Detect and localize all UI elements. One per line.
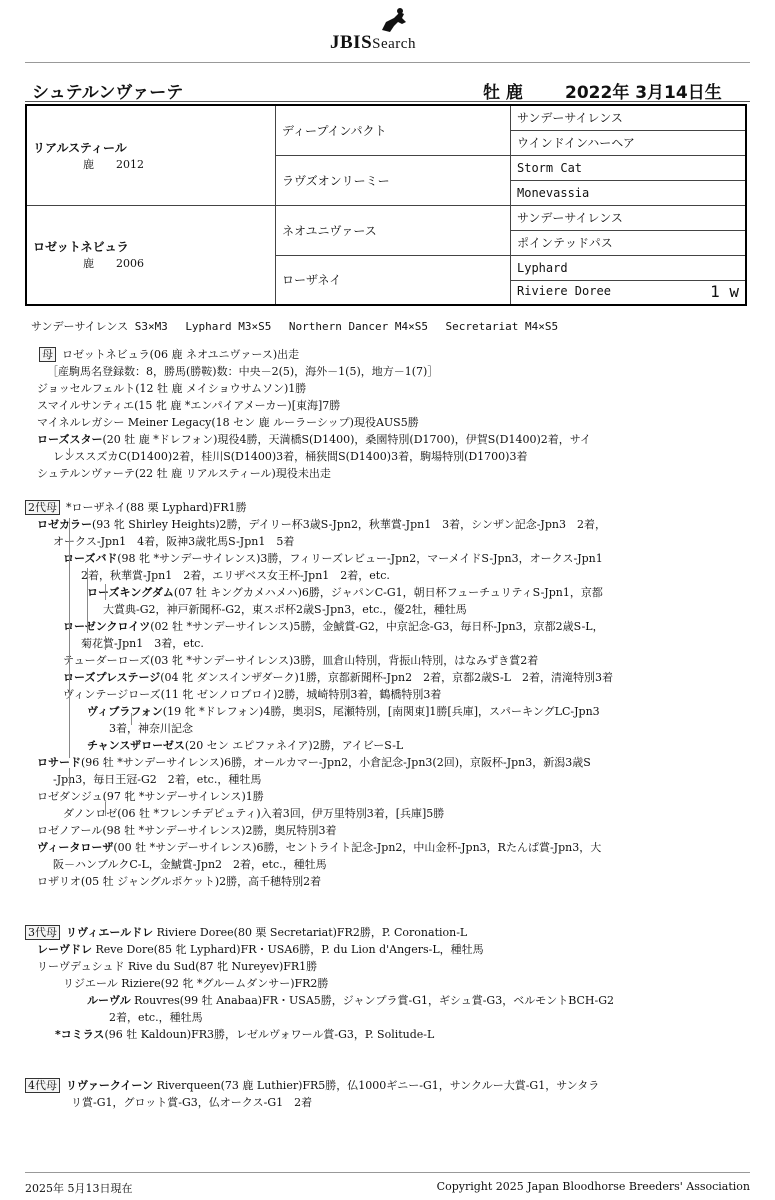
family-line bbox=[25, 737, 750, 754]
family-line bbox=[25, 1060, 750, 1077]
family-line bbox=[25, 482, 750, 499]
family-line bbox=[25, 958, 750, 975]
family-line bbox=[25, 431, 750, 448]
inbreeding-crosses bbox=[31, 318, 572, 334]
horse-sex-color: 牡 鹿 bbox=[483, 83, 523, 103]
horse-birth: 2022年 3月14日生 bbox=[565, 83, 722, 103]
line-text: Riverqueen(73 鹿 Luthier)FR5勝，仏1000ギニー-G1，サンクルー大賞-G1，サンタラ bbox=[153, 1079, 600, 1092]
dam-cell[interactable] bbox=[26, 205, 276, 305]
family-line bbox=[25, 1094, 750, 1111]
line-text: (02 牡 *サンデーサイレンス)5勝，金鯱賞-G2，中京記念-G3，毎日杯-Jpn3，京都2歳S-L， bbox=[150, 620, 604, 633]
horse-link[interactable]: チャンスザローゼス bbox=[87, 739, 185, 752]
horse-link[interactable]: ヴィータローザ bbox=[37, 841, 114, 854]
line-text: (20 牡 鹿 *ドレフォン)現役4勝，天満橋S(D1400)，桑園特別(D1700)，伊賀S(D1400)2着，サイ bbox=[102, 433, 591, 446]
dd-d-cell[interactable] bbox=[511, 280, 747, 305]
generation-header bbox=[25, 346, 750, 363]
line-text: ロゼットネビュラ(06 鹿 ネオユニヴァース)出走 bbox=[62, 348, 300, 361]
title-divider bbox=[25, 101, 750, 102]
pedigree-table bbox=[25, 104, 747, 306]
indent-guide bbox=[131, 713, 132, 725]
footer-divider bbox=[25, 1172, 750, 1173]
family-line bbox=[25, 788, 750, 805]
line-text: マイネルレガシー Meiner Legacy(18 セン 鹿 ルーラーシップ)現役AUS5勝 bbox=[37, 416, 419, 429]
line-text: 大賞典-G2，神戸新聞杯-G2，東スポ杯2歳S-Jpn3，etc.，優2牡，種牡馬 bbox=[103, 603, 467, 616]
generation-header bbox=[25, 924, 750, 941]
line-text: 菊花賞-Jpn1 3着，etc. bbox=[81, 637, 204, 650]
family-line bbox=[25, 516, 750, 533]
line-text: シュテルンヴァーテ(22 牡 鹿 リアルスティール)現役未出走 bbox=[37, 467, 331, 480]
family-line bbox=[25, 720, 750, 737]
family-notes bbox=[25, 346, 750, 1111]
family-line bbox=[25, 805, 750, 822]
ss-d-cell[interactable]: ウインドインハーヘア bbox=[511, 130, 747, 155]
family-line bbox=[25, 754, 750, 771]
family-line bbox=[25, 448, 750, 465]
line-text: (04 牝 ダンスインザダーク)1勝，京都新聞杯-Jpn2 2着，京都2歳S-L 2着，清滝特別3着 bbox=[160, 671, 614, 684]
line-text: リ賞-G1，グロット賞-G3，仏オークス-G1 2着 bbox=[71, 1096, 313, 1109]
generation-tag: 4代母 bbox=[25, 1078, 60, 1093]
horse-link[interactable]: ローズスター bbox=[37, 433, 103, 446]
horse-link[interactable]: ローゼンクロイツ bbox=[63, 620, 151, 633]
family-line bbox=[25, 856, 750, 873]
generation-tag: 3代母 bbox=[25, 925, 60, 940]
family-line bbox=[25, 890, 750, 907]
logo-text-a: JBIS bbox=[330, 32, 373, 53]
line-text: ダノンロゼ(06 牡 *フレンチデピュティ)入着3回，伊万里特別3着，[兵庫]5勝 bbox=[63, 807, 445, 820]
family-line bbox=[25, 686, 750, 703]
family-line bbox=[25, 652, 750, 669]
line-text: Rouvres(99 牡 Anabaa)FR・USA5勝，ジャンプラ賞-G1，ギシュ賞-G3，ベルモントBCH-G2 bbox=[130, 994, 615, 1007]
family-line bbox=[25, 550, 750, 567]
family-line bbox=[25, 618, 750, 635]
generation-header bbox=[25, 1077, 750, 1094]
dam-name: ロゼットネビュラ bbox=[33, 240, 129, 255]
line-text: 阪－ハンブルクC-L，金鯱賞-Jpn2 2着，etc.，種牡馬 bbox=[53, 858, 327, 871]
family-line bbox=[25, 397, 750, 414]
generation-header bbox=[25, 499, 750, 516]
footer-date: 2025年 5月13日現在 bbox=[25, 1182, 133, 1195]
horse-link[interactable]: レーヴドレ bbox=[37, 943, 92, 956]
family-line bbox=[25, 669, 750, 686]
line-text: スマイルサンティエ(15 牝 鹿 *エンパイアメーカー)[東海]7勝 bbox=[37, 399, 341, 412]
line-text: リジエール Riziere(92 牝 *グルームダンサー)FR2勝 bbox=[63, 977, 329, 990]
line-text: ヴィンテージローズ(11 牝 ゼンノロブロイ)2勝，城崎特別3着，鶴橋特別3着 bbox=[63, 688, 442, 701]
horse-name: シュテルンヴァーテ bbox=[32, 83, 184, 103]
family-line bbox=[25, 567, 750, 584]
horse-rider-icon bbox=[376, 8, 412, 34]
generation-tag: 母 bbox=[39, 347, 56, 362]
horse-link[interactable]: リヴァークイーン bbox=[66, 1079, 154, 1092]
line-text: -Jpn3，毎日王冠-G2 2着，etc.，種牡馬 bbox=[53, 773, 262, 786]
sire-cell[interactable] bbox=[26, 105, 276, 205]
footer-copyright: Copyright 2025 Japan Bloodhorse Breeders' Association bbox=[436, 1180, 750, 1193]
cross-item: Secretariat M4×S5 bbox=[445, 320, 559, 333]
family-line bbox=[25, 703, 750, 720]
horse-link[interactable]: ルーヴル bbox=[87, 994, 131, 1007]
family-line bbox=[25, 533, 750, 550]
ss-s-cell[interactable]: サンデーサイレンス bbox=[511, 105, 747, 130]
dam-sire-cell[interactable]: ネオユニヴァース bbox=[276, 205, 511, 255]
line-text: ジョッセルフェルト(12 牡 鹿 メイショウサムソン)1勝 bbox=[37, 382, 307, 395]
indent-guide bbox=[105, 802, 106, 816]
family-line bbox=[25, 822, 750, 839]
sire-sire-cell[interactable]: ディープインパクト bbox=[276, 105, 511, 155]
family-number: 1 w bbox=[710, 281, 739, 301]
family-line bbox=[25, 601, 750, 618]
family-line bbox=[25, 907, 750, 924]
cross-item: Lyphard M3×S5 bbox=[185, 320, 272, 333]
cross-item: Northern Dancer M4×S5 bbox=[288, 320, 428, 333]
sd-s-cell[interactable]: Storm Cat bbox=[511, 155, 747, 180]
dam-dam-cell[interactable]: ローザネイ bbox=[276, 255, 511, 305]
family-line bbox=[25, 414, 750, 431]
line-text: (98 牝 *サンデーサイレンス)3勝，フィリーズレビュー-Jpn2，マーメイドS-Jpn3，オークス-Jpn1 bbox=[117, 552, 603, 565]
indent-guide bbox=[69, 448, 70, 458]
line-text: オークス-Jpn1 4着，阪神3歳牝馬S-Jpn1 5着 bbox=[53, 535, 295, 548]
line-text: テューダーローズ(03 牝 *サンデーサイレンス)3勝，皿倉山特別，背振山特別，はなみずき賞2着 bbox=[63, 654, 539, 667]
line-text: (93 牝 Shirley Heights)2勝，デイリー杯3歳S-Jpn2，秋華賞-Jpn1 3着，シンザン記念-Jpn3 2着， bbox=[92, 518, 606, 531]
horse-link[interactable]: ローズバド bbox=[63, 552, 118, 565]
line-text: Reve Dore(85 牝 Lyphard)FR・USA6勝，P. du Lion d'Angers-L，種牡馬 bbox=[92, 943, 484, 956]
horse-link[interactable]: ロゼカラー bbox=[37, 518, 92, 531]
family-line bbox=[25, 1043, 750, 1060]
ds-s-cell[interactable]: サンデーサイレンス bbox=[511, 205, 747, 230]
family-line bbox=[25, 635, 750, 652]
line-text: Riviere Doree(80 栗 Secretariat)FR2勝，P. Coronation-L bbox=[153, 926, 468, 939]
sd-d-cell[interactable]: Monevassia bbox=[511, 180, 747, 205]
sire-name: リアルスティール bbox=[33, 140, 127, 155]
line-text: *ローザネイ(88 栗 Lyphard)FR1勝 bbox=[66, 501, 247, 514]
family-line bbox=[25, 1026, 750, 1043]
family-line bbox=[25, 465, 750, 482]
indent-guide bbox=[69, 518, 70, 758]
line-text: (07 牡 キングカメハメハ)6勝，ジャパンC-G1，朝日杯フューチュリティS-Jpn1，京都 bbox=[173, 586, 603, 599]
indent-guide bbox=[87, 568, 88, 633]
dd-d-name: Riviere Doree bbox=[517, 283, 611, 298]
family-line bbox=[25, 584, 750, 601]
line-text: 2着，秋華賞-Jpn1 2着，エリザベス女王杯-Jpn1 2着，etc. bbox=[81, 569, 390, 582]
line-text: リーヴデュシュド Rive du Sud(87 牝 Nureyev)FR1勝 bbox=[37, 960, 318, 973]
family-line bbox=[25, 975, 750, 992]
sire-dam-cell[interactable]: ラヴズオンリーミー bbox=[276, 155, 511, 205]
line-text: ［産駒馬名登録数：8，勝馬(勝鞍)数：中央－2(5)，海外－1(5)，地方－1(7)］ bbox=[47, 365, 439, 378]
indent-guide bbox=[105, 584, 106, 600]
family-line bbox=[25, 1009, 750, 1026]
generation-tag: 2代母 bbox=[25, 500, 60, 515]
horse-link[interactable]: ローズプレステージ bbox=[63, 671, 161, 684]
line-text: 2着，etc.，種牡馬 bbox=[109, 1011, 203, 1024]
dd-s-cell[interactable]: Lyphard bbox=[511, 255, 747, 280]
line-text: (19 牝 *ドレフォン)4勝，奥羽S，尾瀬特別，[南関東]1勝[兵庫]，スパーキングLC-Jpn3 bbox=[162, 705, 600, 718]
cross-item: サンデーサイレンス S3×M3 bbox=[31, 320, 168, 333]
horse-link[interactable]: ロサード bbox=[37, 756, 81, 769]
line-text: (00 牡 *サンデーサイレンス)6勝，セントライト記念-Jpn2，中山金杯-Jpn3，Rたんぱ賞-Jpn3，大 bbox=[113, 841, 602, 854]
line-text: 3着，神奈川記念 bbox=[109, 722, 193, 735]
logo-text-b: Search bbox=[372, 36, 416, 52]
dam-info: 鹿 2006 bbox=[83, 257, 144, 271]
line-text: (96 牡 Kaldoun)FR3勝，レゼルヴォワール賞-G3，P. Solitude-L bbox=[104, 1028, 435, 1041]
top-divider bbox=[25, 62, 750, 63]
horse-link[interactable]: ヴィブラフォン bbox=[87, 705, 163, 718]
horse-link[interactable]: リヴィエールドレ bbox=[66, 926, 154, 939]
line-text: ロザリオ(05 牡 ジャングルポケット)2勝，高千穂特別2着 bbox=[37, 875, 322, 888]
family-line bbox=[25, 941, 750, 958]
family-line bbox=[25, 992, 750, 1009]
line-text: (20 セン エピファネイア)2勝，アイビーS-L bbox=[184, 739, 404, 752]
indent-guide bbox=[105, 636, 106, 650]
family-line bbox=[25, 839, 750, 856]
family-line bbox=[25, 873, 750, 890]
line-text: ロゼダンジュ(97 牝 *サンデーサイレンス)1勝 bbox=[37, 790, 264, 803]
family-line bbox=[25, 363, 750, 380]
line-text: ロゼノアール(98 牡 *サンデーサイレンス)2勝，奥尻特別3着 bbox=[37, 824, 337, 837]
family-line bbox=[25, 771, 750, 788]
sire-info: 鹿 2012 bbox=[83, 157, 144, 171]
ds-d-cell[interactable]: ポインテッドパス bbox=[511, 230, 747, 255]
horse-link[interactable]: *コミラス bbox=[55, 1028, 105, 1041]
indent-guide bbox=[69, 768, 70, 786]
jbis-logo bbox=[330, 8, 460, 52]
family-line bbox=[25, 380, 750, 397]
line-text: レンススズカC(D1400)2着，桂川S(D1400)3着，桶狭間S(D1400)3着，駒場特別(D1700)3着 bbox=[53, 450, 528, 463]
line-text: (96 牡 *サンデーサイレンス)6勝，オールカマー-Jpn2，小倉記念-Jpn3(2回)，京阪杯-Jpn3，新潟3歳S bbox=[81, 756, 591, 769]
horse-link[interactable]: ローズキングダム bbox=[87, 586, 174, 599]
